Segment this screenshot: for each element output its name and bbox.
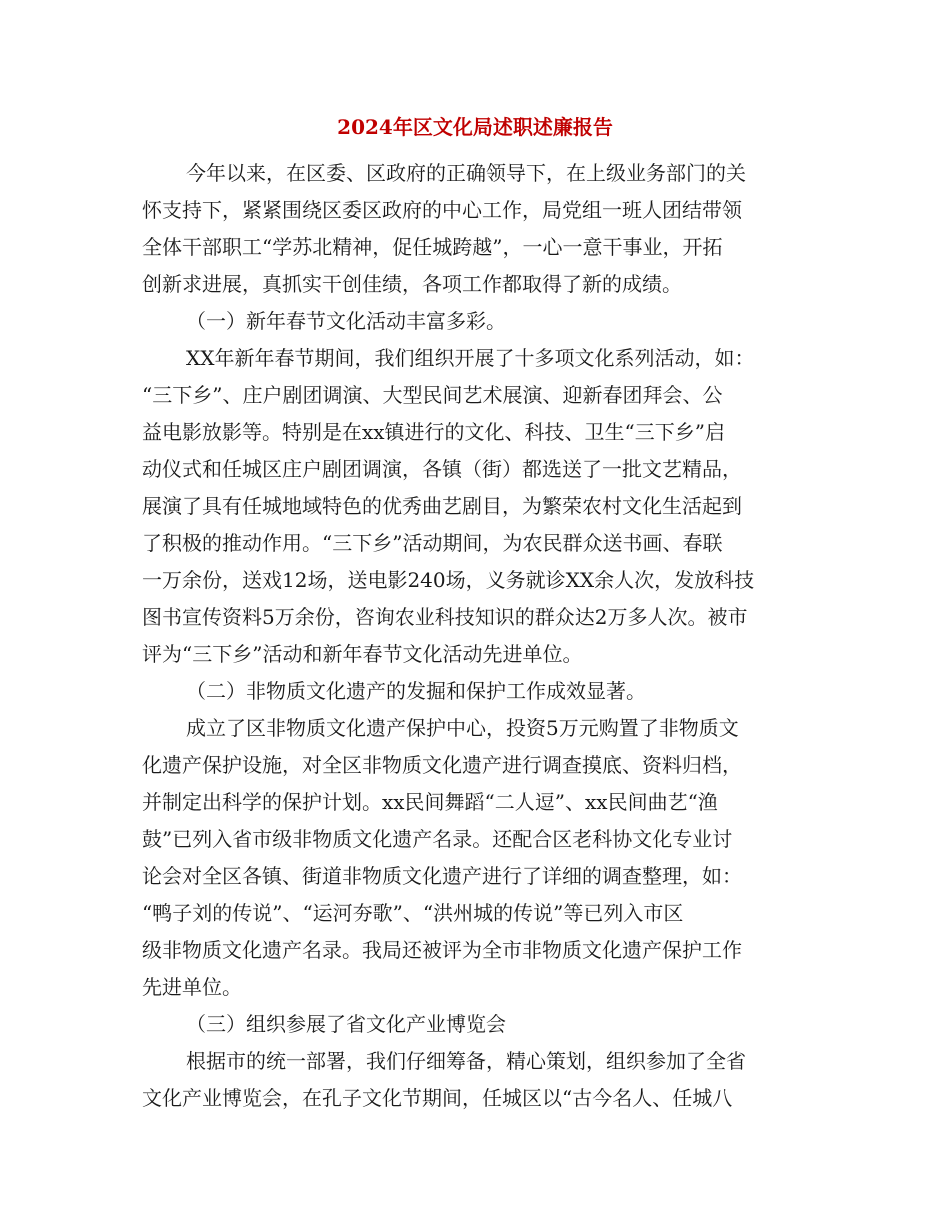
text-line: 全体干部职工“学苏北精神，促任城跨越”，一心一意干事业，开拓 (142, 235, 723, 259)
text-line: 益电影放影等。特别是在xx镇进行的文化、科技、卫生“三下乡”启 (142, 420, 726, 444)
text-line: 图书宣传资料5万余份，咨询农业科技知识的群众达2万多人次。被市 (142, 605, 748, 629)
text-line: 怀支持下，紧紧围绕区委区政府的中心工作，局党组一班人团结带领 (142, 198, 742, 222)
section-heading: （一）新年春节文化活动丰富多彩。 (186, 309, 506, 333)
text-line: 先进单位。 (142, 975, 242, 999)
text-line: 展演了具有任城地域特色的优秀曲艺剧目，为繁荣农村文化生活起到 (142, 494, 742, 518)
text-line: 了积极的推动作用。“三下乡”活动期间，为农民群众送书画、春联 (142, 531, 723, 555)
text-line: 一万余份，送戏12场，送电影240场，义务就诊XX余人次，发放科技 (142, 568, 755, 592)
text-line: 动仪式和任城区庄户剧团调演，各镇（街）都选送了一批文艺精品， (142, 457, 742, 481)
text-line: 并制定出科学的保护计划。xx民间舞蹈“二人逗”、xx民间曲艺“渔 (142, 790, 718, 814)
text-line: XX年新年春节期间，我们组织开展了十多项文化系列活动，如： (186, 346, 755, 370)
text-line: 文化产业博览会，在孔子文化节期间，任城区以“古今名人、任城八 (142, 1086, 733, 1110)
section-heading: （三）组织参展了省文化产业博览会 (186, 1012, 506, 1036)
text-line: “鸭子刘的传说”、“运河夯歌”、“洪州城的传说”等已列入市区 (142, 901, 684, 925)
text-line: 化遗产保护设施，对全区非物质文化遗产进行调查摸底、资料归档， (142, 753, 742, 777)
text-line: “三下乡”、庄户剧团调演、大型民间艺术展演、迎新春团拜会、公 (142, 383, 723, 407)
text-line: 创新求进展，真抓实干创佳绩，各项工作都取得了新的成绩。 (142, 272, 682, 296)
text-line: 鼓”已列入省市级非物质文化遗产名录。还配合区老科协文化专业讨 (142, 827, 733, 851)
section-heading: （二）非物质文化遗产的发掘和保护工作成效显著。 (186, 679, 646, 703)
text-line: 论会对全区各镇、街道非物质文化遗产进行了详细的调查整理，如： (142, 864, 742, 888)
text-line: 级非物质文化遗产名录。我局还被评为全市非物质文化遗产保护工作 (142, 938, 742, 962)
text-line: 今年以来，在区委、区政府的正确领导下，在上级业务部门的关 (186, 161, 746, 185)
text-line: 评为“三下乡”活动和新年春节文化活动先进单位。 (142, 642, 583, 666)
text-line: 成立了区非物质文化遗产保护中心，投资5万元购置了非物质文 (186, 716, 739, 740)
text-line: 根据市的统一部署，我们仔细筹备，精心策划，组织参加了全省 (186, 1049, 746, 1073)
document-title: 2024年区文化局述职述廉报告 (337, 115, 613, 139)
